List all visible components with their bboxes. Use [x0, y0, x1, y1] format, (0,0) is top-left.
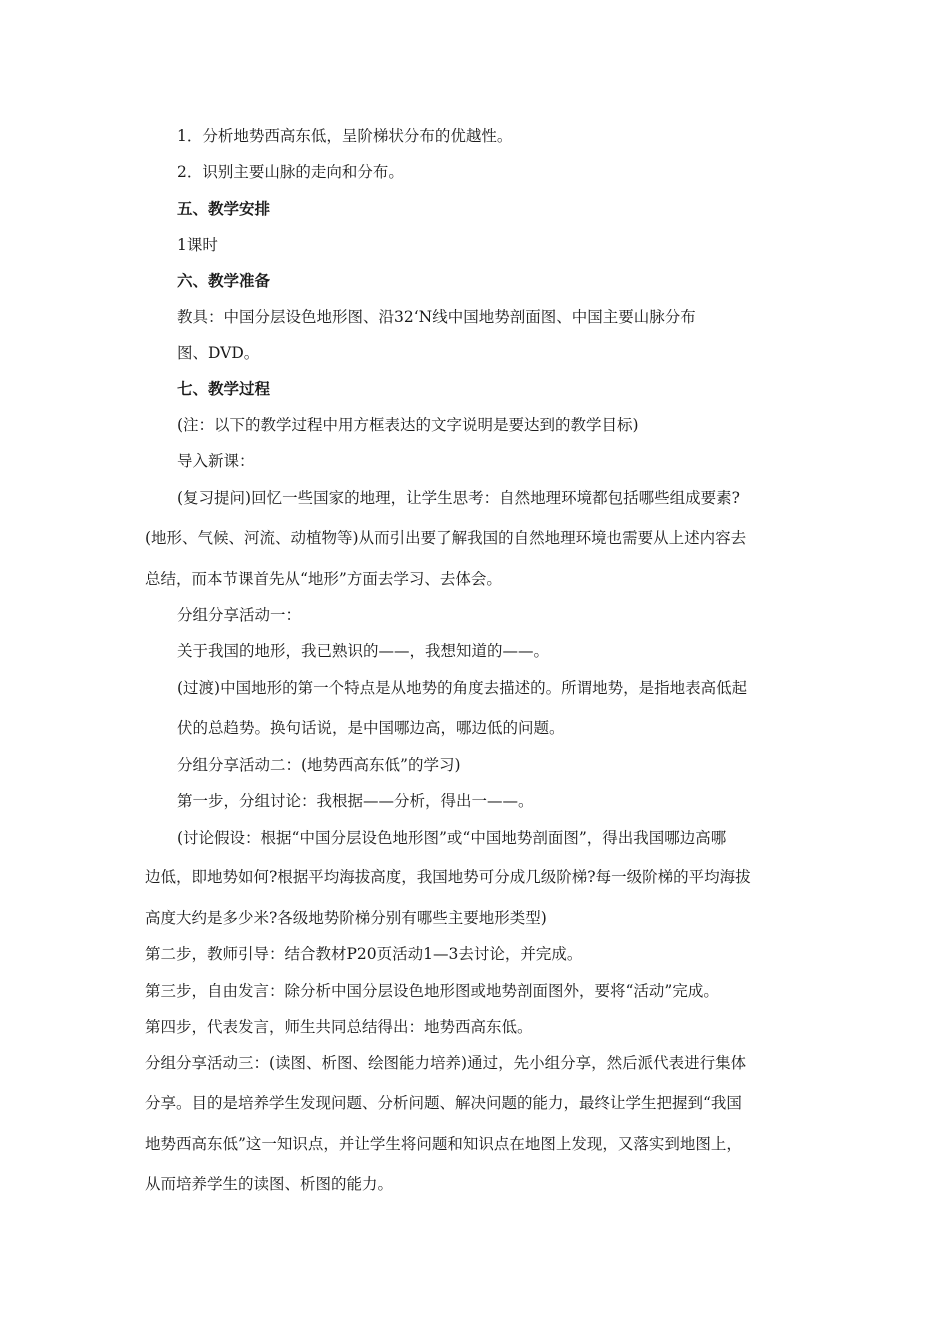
- paragraph-line: (过渡)中国地形的第一个特点是从地势的角度去描述的。所谓地势，是指地表高低起: [177, 679, 748, 697]
- process-note: (注：以下的教学过程中用方框表达的文字说明是要达到的教学目标): [177, 416, 639, 434]
- arrangement-text: 1课时: [177, 236, 218, 254]
- paragraph-line: (地形、气候、河流、动植物等)从而引出要了解我国的自然地理环境也需要从上述内容去: [145, 529, 747, 547]
- section-heading-arrangement: 五、教学安排: [177, 200, 271, 218]
- preparation-text-2: 图、DVD。: [177, 344, 260, 362]
- paragraph-line: 第四步，代表发言，师生共同总结得出：地势西高东低。: [145, 1018, 533, 1036]
- paragraph-line: 第三步，自由发言：除分析中国分层设色地形图或地势剖面图外，要将“活动”完成。: [145, 982, 719, 1000]
- paragraph-line: 从而培养学生的读图、析图的能力。: [145, 1175, 394, 1193]
- paragraph-line: (讨论假设：根据“中国分层设色地形图”或“中国地势剖面图”，得出我国哪边高哪: [177, 829, 727, 847]
- activity-2-label: 分组分享活动二：(地势西高东低”的学习): [177, 756, 461, 774]
- paragraph-line: (复习提问)回忆一些国家的地理，让学生思考：自然地理环境都包括哪些组成要素?: [177, 489, 740, 507]
- activity-1-label: 分组分享活动一：: [177, 606, 302, 624]
- paragraph-line: 第一步，分组讨论：我根据——分析，得出一——。: [177, 792, 534, 810]
- section-heading-preparation: 六、教学准备: [177, 272, 271, 290]
- paragraph-line: 地势西高东低”这一知识点，并让学生将问题和知识点在地图上发现，又落实到地图上，: [145, 1135, 742, 1153]
- intro-label: 导入新课：: [177, 452, 255, 470]
- paragraph-line: 伏的总趋势。换句话说，是中国哪边高，哪边低的问题。: [177, 719, 565, 737]
- paragraph-line: 第二步，教师引导：结合教材P20页活动1—3去讨论，并完成。: [145, 945, 583, 963]
- paragraph-line: 关于我国的地形，我已熟识的——，我想知道的——。: [177, 642, 550, 660]
- paragraph-line: 边低，即地势如何?根据平均海拔高度，我国地势可分成几级阶梯?每一级阶梯的平均海拔: [145, 868, 751, 886]
- objective-1: 1．分析地势西高东低，呈阶梯状分布的优越性。: [177, 127, 513, 145]
- section-heading-process: 七、教学过程: [177, 380, 271, 398]
- preparation-text-1: 教具：中国分层设色地形图、沿32‘N线中国地势剖面图、中国主要山脉分布: [177, 308, 696, 326]
- paragraph-line: 总结，而本节课首先从“地形”方面去学习、去体会。: [145, 570, 502, 588]
- paragraph-line: 分组分享活动三：(读图、析图、绘图能力培养)通过，先小组分享，然后派代表进行集体: [145, 1054, 747, 1072]
- objective-2: 2．识别主要山脉的走向和分布。: [177, 163, 404, 181]
- paragraph-line: 高度大约是多少米?各级地势阶梯分别有哪些主要地形类型): [145, 909, 547, 927]
- paragraph-line: 分享。目的是培养学生发现问题、分析问题、解决问题的能力，最终让学生把握到“我国: [145, 1094, 742, 1112]
